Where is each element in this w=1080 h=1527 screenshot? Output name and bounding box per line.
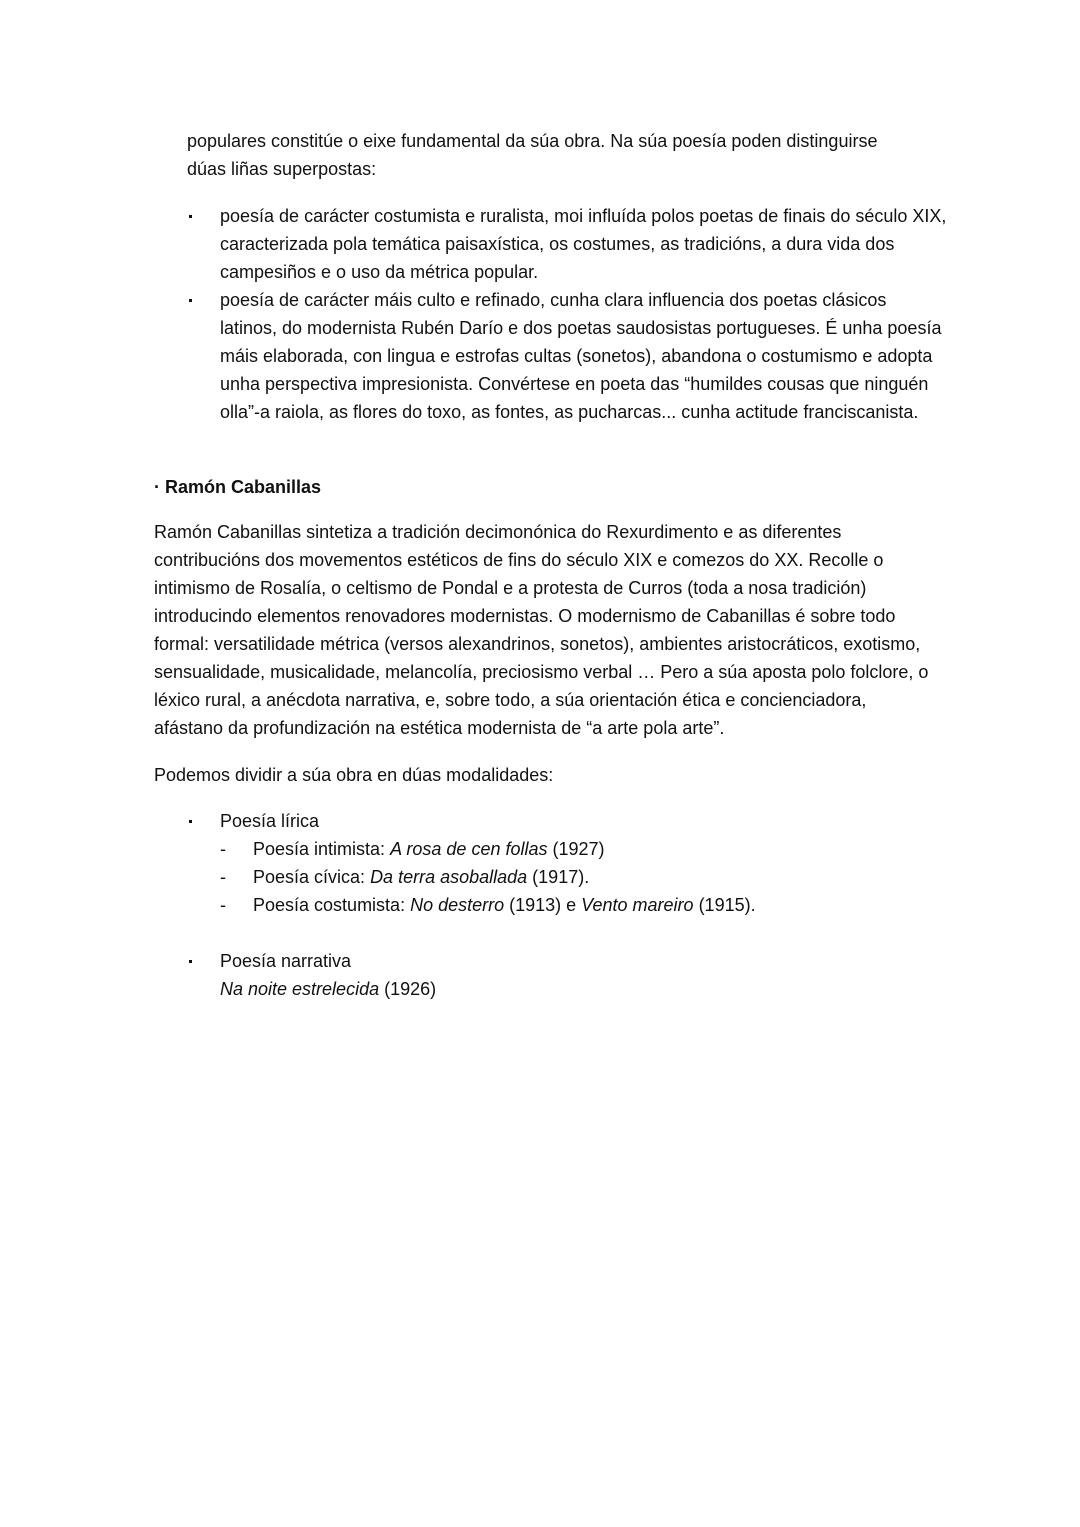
item-suffix: (1915). — [693, 895, 756, 915]
section-paragraph: Ramón Cabanillas sintetiza a tradición decimonónica do Rexurdimento e as diferentes contribucións dos movementos estéticos de fins do século XIX e comezos do XX. Recolle o intimismo de Rosalía, o celtismo de Pondal e a protesta de Curros (toda a nosa tradición) introducindo elementos renovadores modernistas. O modernismo de Cabanillas é sobre todo formal: versatilidade métrica (versos alexandrinos, sonetos), ambientes aristocráticos, exotismo, sensualidade, musicalidade, melancolía, preciosismo verbal … Pero a súa aposta polo folclore, o léxico rural, a anécdota narrativa, e, sobre todo, a súa orientación ética e concienciadora, afástano da profundización na estética modernista de “a arte pola arte”. — [154, 522, 929, 738]
item-suffix: (1917). — [527, 867, 590, 887]
work-title: No desterro — [410, 895, 505, 915]
list-item — [187, 286, 947, 426]
list-item — [187, 202, 947, 286]
work-title: A rosa de cen follas — [390, 839, 548, 859]
work-title: Vento mareiro — [581, 895, 694, 915]
lyric-sublist — [220, 835, 947, 919]
work-title: Na noite estrelecida — [220, 979, 380, 999]
item-prefix: Poesía cívica: — [253, 867, 371, 887]
sublist-item — [220, 891, 947, 919]
sublist-item — [220, 863, 947, 891]
modalities-lead: Podemos dividir a súa obra en dúas modalidades: — [154, 765, 554, 785]
list-item — [187, 807, 947, 919]
intro-line-2: dúas liñas superpostas: — [187, 159, 377, 179]
modality-label: Poesía narrativa — [220, 951, 352, 971]
dash-marker: - — [220, 867, 226, 887]
item-middle: (1913) e — [504, 895, 582, 915]
intro-paragraph — [187, 127, 927, 183]
item-prefix: Poesía intimista: — [253, 839, 391, 859]
poetry-lines-list — [187, 202, 947, 426]
item-suffix: (1927) — [547, 839, 605, 859]
list-item-text: poesía de carácter costumista e ruralista, moi influída polos poetas de finais do século XIX, caracterizada pola temática paisaxística, os costumes, as tradicións, a dura vida dos campesiños e o uso da métrica popular. — [220, 206, 947, 282]
section-heading: · Ramón Cabanillas — [154, 477, 322, 497]
sublist-item — [220, 835, 947, 863]
dash-marker: - — [220, 839, 226, 859]
modality-label: Poesía lírica — [220, 811, 320, 831]
intro-line-1: populares constitúe o eixe fundamental da súa obra. Na súa poesía poden distinguirse — [187, 131, 878, 151]
item-prefix: Poesía costumista: — [253, 895, 411, 915]
list-item-text: poesía de carácter máis culto e refinado, cunha clara influencia dos poetas clásicos latinos, do modernista Rubén Darío e dos poetas saudosistas portugueses. É unha poesía máis elaborada, con lingua e estrofas cultas (sonetos), abandona o costumismo e adopta unha perspectiva impresionista. Convértese en poeta das “humildes cousas que ninguén olla”-a raiola, as flores do toxo, as fontes, as pucharcas... cunha actitude franciscanista. — [220, 290, 942, 422]
list-item — [187, 947, 947, 1003]
work-title: Da terra asoballada — [370, 867, 528, 887]
dash-marker: - — [220, 895, 226, 915]
modalities-list — [187, 807, 947, 1003]
item-suffix: (1926) — [379, 979, 437, 999]
